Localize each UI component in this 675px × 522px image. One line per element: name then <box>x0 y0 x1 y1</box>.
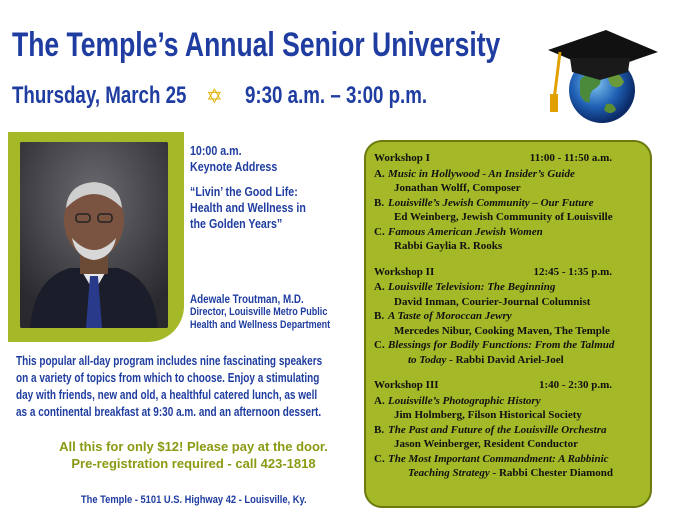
promo-block <box>16 438 371 472</box>
address-text: The Temple - 5101 U.S. Highway 42 - Louisville, Ky. <box>80 494 307 506</box>
keynote-title-line: “Livin’ the Good Life: <box>190 184 298 199</box>
workshop-name: Workshop III <box>374 379 439 391</box>
workshop-header <box>374 265 642 280</box>
workshop-item: A. Louisville Television: The Beginning <box>374 281 556 293</box>
keynote-label: Keynote Address <box>190 159 278 174</box>
workshop-section <box>374 151 642 254</box>
workshop-panel <box>364 140 652 508</box>
speaker-photo-frame <box>8 132 184 342</box>
workshop-section <box>374 378 642 481</box>
workshop-presenter: David Inman, Courier-Journal Columnist <box>394 295 591 308</box>
description-line: on a variety of topics from which to choose. Enjoy a stimulating <box>16 371 320 385</box>
description-line: This popular all-day program includes nine fascinating speakers <box>16 354 323 368</box>
workshop-item-continued: to Today - Rabbi David Ariel-Joel <box>408 353 564 366</box>
workshop-time: 1:40 - 2:30 p.m. <box>538 379 612 391</box>
keynote-block <box>190 143 306 232</box>
speaker-role-line: Director, Louisville Metro Public <box>190 306 328 318</box>
workshop-item: A. Louisville’s Photographic History <box>374 394 541 407</box>
workshop-header <box>374 378 642 393</box>
workshop-item: B. Louisville’s Jewish Community – Our Future <box>374 196 594 209</box>
workshop-presenter: Ed Weinberg, Jewish Community of Louisville <box>394 211 613 223</box>
workshop-name: Workshop I <box>374 152 430 164</box>
workshop-presenter: Jim Holmberg, Filson Historical Society <box>394 409 582 421</box>
speaker-photo <box>20 142 168 328</box>
workshop-presenter: Jonathan Wolff, Composer <box>394 182 521 194</box>
workshop-item: B. A Taste of Moroccan Jewry <box>374 310 512 322</box>
speaker-name: Adewale Troutman, M.D. <box>190 292 304 306</box>
workshop-time: 12:45 - 1:35 p.m. <box>533 265 612 278</box>
workshop-header <box>374 151 642 166</box>
event-date: Thursday, March 25 <box>12 82 187 109</box>
keynote-title-line: the Golden Years” <box>190 216 283 231</box>
workshop-item: B. The Past and Future of the Louisville Orchestra <box>374 423 607 436</box>
keynote-time: 10:00 a.m. <box>190 143 242 158</box>
workshop-presenter: Jason Weinberger, Resident Conductor <box>394 438 578 450</box>
workshop-item: C. Famous American Jewish Women <box>374 225 543 238</box>
promo-registration: Pre-registration required - call 423-1818 <box>71 456 316 471</box>
graduation-cap-globe-icon <box>540 22 660 127</box>
date-time-line <box>12 82 478 110</box>
speaker-block <box>190 293 330 332</box>
workshop-time: 11:00 - 11:50 a.m. <box>529 152 612 164</box>
workshop-item-continued: Teaching Strategy - Rabbi Chester Diamond <box>408 467 614 479</box>
event-time: 9:30 a.m. – 3:00 p.m. <box>244 82 427 109</box>
workshop-section <box>374 265 642 368</box>
description-line: day with friends, new and old, a healthful catered lunch, as well <box>16 388 318 402</box>
star-of-david-icon: ✡ <box>206 85 223 108</box>
workshop-item: C. Blessings for Bodily Functions: From the Talmud <box>374 339 615 351</box>
program-description <box>16 353 352 421</box>
workshop-presenter: Mercedes Nibur, Cooking Maven, The Temple <box>394 324 610 337</box>
workshop-name: Workshop II <box>374 265 435 278</box>
workshop-item: A. Music in Hollywood - An Insider’s Guide <box>374 167 575 180</box>
page-title: The Temple’s Annual Senior University <box>12 26 501 64</box>
keynote-title-line: Health and Wellness in <box>190 200 306 215</box>
description-line: as a continental breakfast at 9:30 a.m. and an afternoon dessert. <box>16 405 322 419</box>
speaker-role-line: Health and Wellness Department <box>190 319 331 331</box>
workshop-presenter: Rabbi Gaylia R. Rooks <box>394 240 503 252</box>
promo-price: All this for only $12! Please pay at the door. <box>59 439 328 454</box>
footer-address <box>16 494 371 506</box>
workshop-item: C. The Most Important Commandment: A Rabbinic <box>374 452 609 465</box>
